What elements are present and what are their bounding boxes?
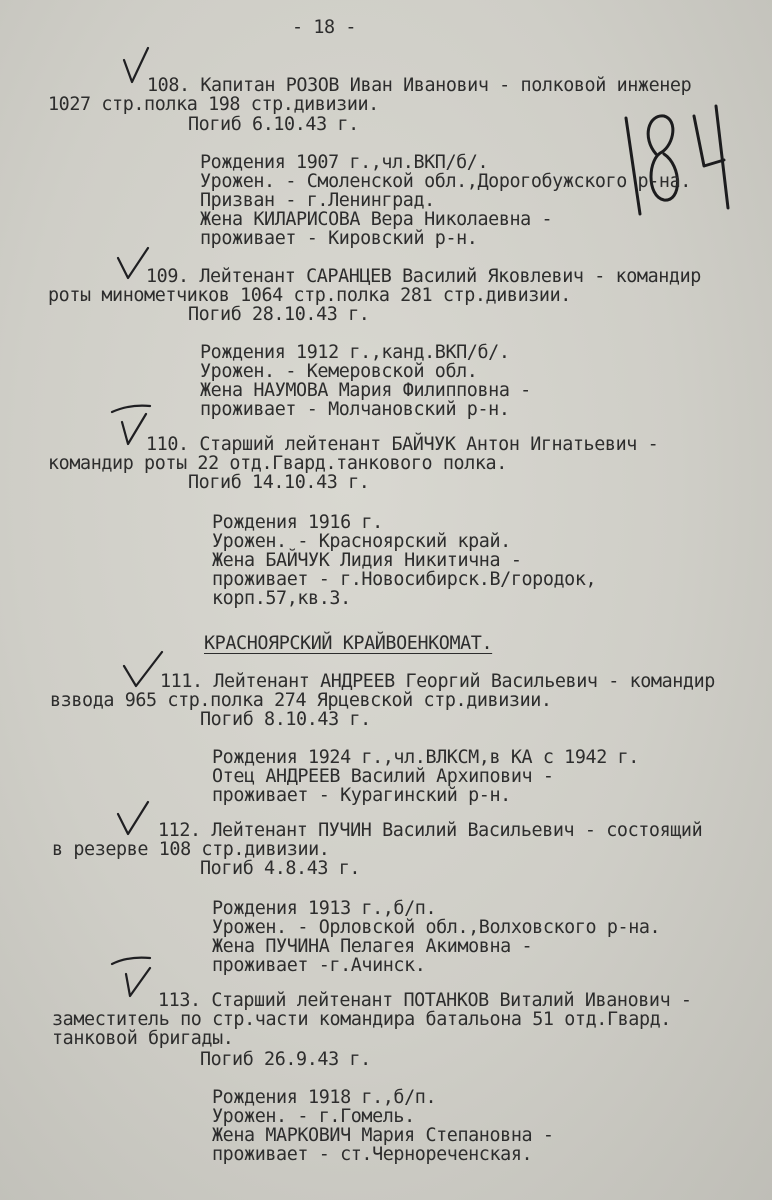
handwritten-number — [612, 96, 732, 226]
record-108-residence: проживает - Кировский р-н. — [200, 228, 478, 249]
record-111-residence: проживает - Курагинский р-н. — [212, 785, 511, 806]
record-113-origin: Урожен. - г.Гомель. — [212, 1106, 415, 1127]
record-111-line-2: взвода 965 стр.полка 274 Ярцевской стр.дивизии. — [50, 690, 552, 711]
record-109-origin: Урожен. - Кемеровской обл. — [200, 361, 478, 382]
record-112-birth: Рождения 1913 г.,б/п. — [212, 898, 437, 919]
record-112-origin: Урожен. - Орловской обл.,Волховского р-на. — [212, 917, 661, 938]
record-110-birth: Рождения 1916 г. — [212, 512, 383, 533]
record-113-line-3: танковой бригады. — [52, 1028, 234, 1049]
record-113-residence: проживает - ст.Черноречeнская. — [212, 1144, 533, 1165]
record-108-line-2: 1027 стр.полка 198 стр.дивизии. — [48, 94, 379, 115]
record-113-wife: Жена МАРКОВИЧ Мария Степановна - — [212, 1125, 554, 1146]
check-mark-icon — [106, 950, 162, 1006]
record-111-birth: Рождения 1924 г.,чл.ВЛКСМ,в КА с 1942 г. — [212, 747, 639, 768]
record-111-line-1: 111. Лейтенант АНДРЕЕВ Георгий Васильевич - командир — [160, 671, 715, 692]
record-113-line-1: 113. Старший лейтенант ПОТАНКОВ Виталий Иванович - — [158, 990, 692, 1011]
record-110-origin: Урожен. - Красноярский край. — [212, 531, 511, 552]
record-112-line-2: в резерве 108 стр.дивизии. — [52, 839, 330, 860]
record-110-address: корп.57,кв.3. — [212, 588, 351, 609]
page-number: - 18 - — [292, 17, 357, 38]
section-heading: КРАСНОЯРСКИЙ КРАЙВОЕНКОМАТ. — [204, 633, 493, 654]
record-109-wife: Жена НАУМОВА Мария Филипповна - — [200, 380, 531, 401]
record-108-wife: Жена КИЛАРИСОВА Вера Николаевна - — [200, 209, 553, 230]
record-108-birth: Рождения 1907 г.,чл.ВКП/б/. — [200, 152, 489, 173]
record-111-death: Погиб 8.10.43 г. — [200, 709, 371, 730]
record-110-line-2: командир роты 22 отд.Гвард.танкового полка. — [48, 453, 507, 474]
check-mark-icon — [112, 796, 162, 844]
record-108-line-1: 108. Капитан РОЗОВ Иван Иванович - полковой инженер — [147, 75, 692, 96]
record-108-drafted: Призван - г.Ленинград. — [200, 190, 435, 211]
record-110-wife: Жена БАЙЧУК Лидия Никитична - — [212, 550, 522, 571]
record-111-father: Отец АНДРЕЕВ Василий Архипович - — [212, 766, 554, 787]
record-112-death: Погиб 4.8.43 г. — [200, 858, 361, 879]
record-113-line-2: заместитель по стр.части командира батальона 51 отд.Гвард. — [52, 1009, 671, 1030]
record-112-residence: проживает -г.Ачинск. — [212, 955, 426, 976]
record-112-line-1: 112. Лейтенант ПУЧИН Василий Васильевич - состоящий — [158, 820, 703, 841]
record-109-residence: проживает - Молчановский р-н. — [200, 399, 510, 420]
record-110-residence: проживает - г.Новосибирск.В/городок, — [212, 569, 597, 590]
record-108-death: Погиб 6.10.43 г. — [188, 114, 359, 135]
record-113-birth: Рождения 1918 г.,б/п. — [212, 1087, 437, 1108]
record-110-line-1: 110. Старший лейтенант БАЙЧУК Антон Игнатьевич - — [146, 434, 659, 455]
record-109-line-2: роты минометчиков 1064 стр.полка 281 стр.дивизии. — [48, 285, 571, 306]
record-109-line-1: 109. Лейтенант САРАНЦЕВ Василий Яковлевич - командир — [146, 266, 701, 287]
record-110-death: Погиб 14.10.43 г. — [188, 472, 370, 493]
record-113-death: Погиб 26.9.43 г. — [200, 1049, 371, 1070]
record-112-wife: Жена ПУЧИНА Пелагея Акимовна - — [212, 936, 533, 957]
record-108-origin: Урожен. - Смоленской обл.,Дорогобужского р-на. — [200, 171, 691, 192]
record-109-death: Погиб 28.10.43 г. — [188, 304, 370, 325]
record-109-birth: Рождения 1912 г.,канд.ВКП/б/. — [200, 342, 510, 363]
